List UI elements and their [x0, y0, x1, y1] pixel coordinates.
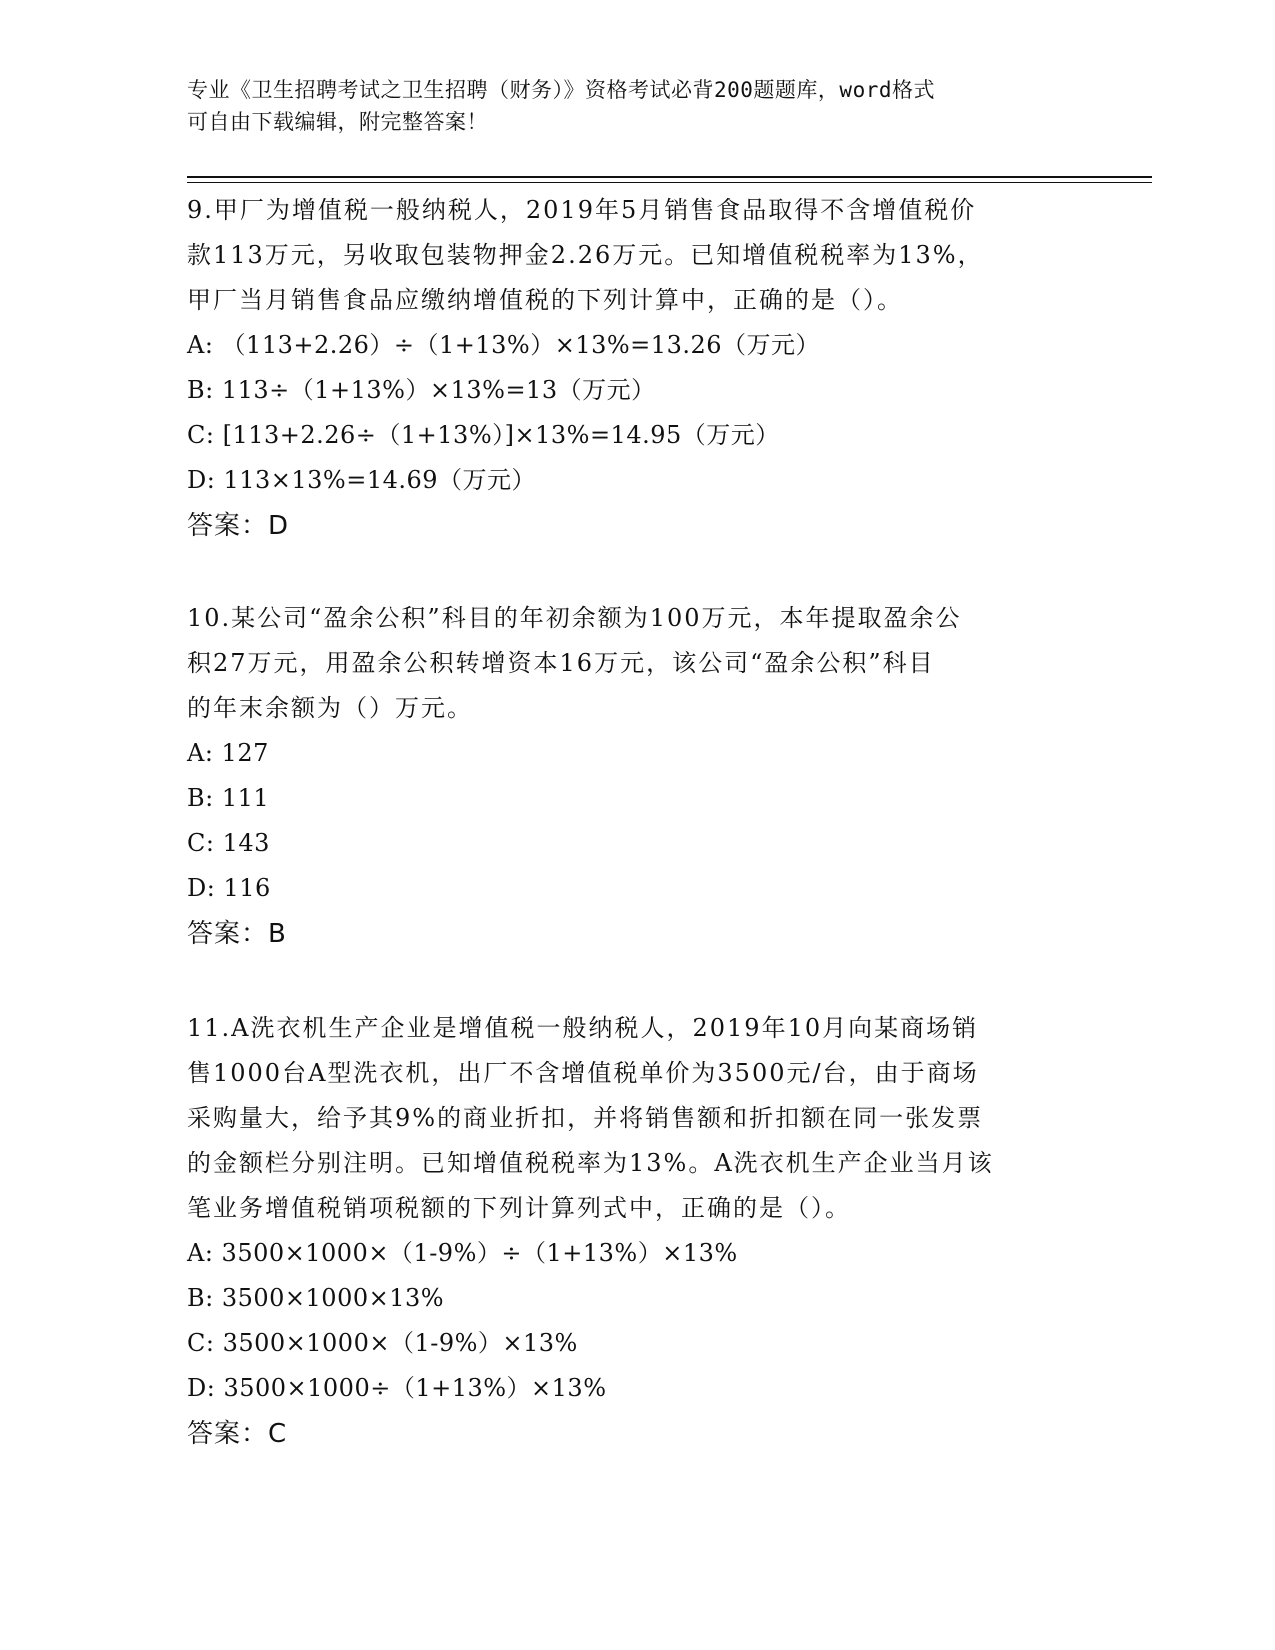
- option-c: C: 3500×1000×（1-9%）×13%: [187, 1329, 578, 1357]
- option-d: D: 116: [187, 874, 271, 902]
- stem-line: 售1000台A型洗衣机，出厂不含增值税单价为3500元/台，由于商场: [187, 1059, 979, 1087]
- option-c: C: 143: [187, 829, 270, 857]
- header-line-1: 专业《卫生招聘考试之卫生招聘（财务）》资格考试必背200题题库，word格式: [187, 78, 935, 102]
- header-divider-thin: [187, 182, 1152, 183]
- document-header: [187, 74, 1067, 138]
- option-d: D: 3500×1000÷（1+13%）×13%: [187, 1374, 607, 1402]
- option-a: A: 127: [187, 739, 269, 767]
- answer-label: 答案：B: [187, 919, 287, 949]
- option-d: D: 113×13%=14.69（万元）: [187, 466, 537, 494]
- stem-line: 甲厂当月销售食品应缴纳增值税的下列计算中，正确的是（）。: [187, 286, 903, 314]
- stem-line: 积27万元，用盈余公积转增资本16万元，该公司“盈余公积”科目: [187, 649, 935, 677]
- stem-line: 采购量大，给予其9%的商业折扣，并将销售额和折扣额在同一张发票: [187, 1104, 984, 1132]
- stem-line: 的年末余额为（）万元。: [187, 694, 473, 722]
- header-divider-thick: [187, 176, 1152, 178]
- stem-line: 10.某公司“盈余公积”科目的年初余额为100万元，本年提取盈余公: [187, 604, 962, 632]
- option-b: B: 113÷（1+13%）×13%=13（万元）: [187, 376, 656, 404]
- option-b: B: 111: [187, 784, 270, 812]
- option-b: B: 3500×1000×13%: [187, 1284, 445, 1312]
- option-a: A: （113+2.26）÷（1+13%）×13%=13.26（万元）: [187, 331, 821, 359]
- question-10: [187, 596, 1067, 957]
- stem-line: 的金额栏分别注明。已知增值税税率为13%。A洗衣机生产企业当月该: [187, 1149, 994, 1177]
- option-a: A: 3500×1000×（1-9%）÷（1+13%）×13%: [187, 1239, 738, 1267]
- stem-line: 9.甲厂为增值税一般纳税人，2019年5月销售食品取得不含增值税价: [187, 196, 977, 224]
- answer-label: 答案：D: [187, 511, 290, 541]
- question-stem: [187, 188, 1067, 323]
- header-line-2: 可自由下载编辑，附完整答案！: [187, 110, 488, 134]
- question-stem: [187, 1006, 1067, 1231]
- option-c: C: [113+2.26÷（1+13%）]×13%=14.95（万元）: [187, 421, 780, 449]
- answer-label: 答案：C: [187, 1419, 288, 1449]
- stem-line: 款113万元，另收取包装物押金2.26万元。已知增值税税率为13%，: [187, 241, 984, 269]
- stem-line: 笔业务增值税销项税额的下列计算列式中，正确的是（）。: [187, 1194, 851, 1222]
- stem-line: 11.A洗衣机生产企业是增值税一般纳税人，2019年10月向某商场销: [187, 1014, 979, 1042]
- question-stem: [187, 596, 1067, 731]
- question-11: [187, 1006, 1067, 1457]
- question-9: [187, 188, 1067, 549]
